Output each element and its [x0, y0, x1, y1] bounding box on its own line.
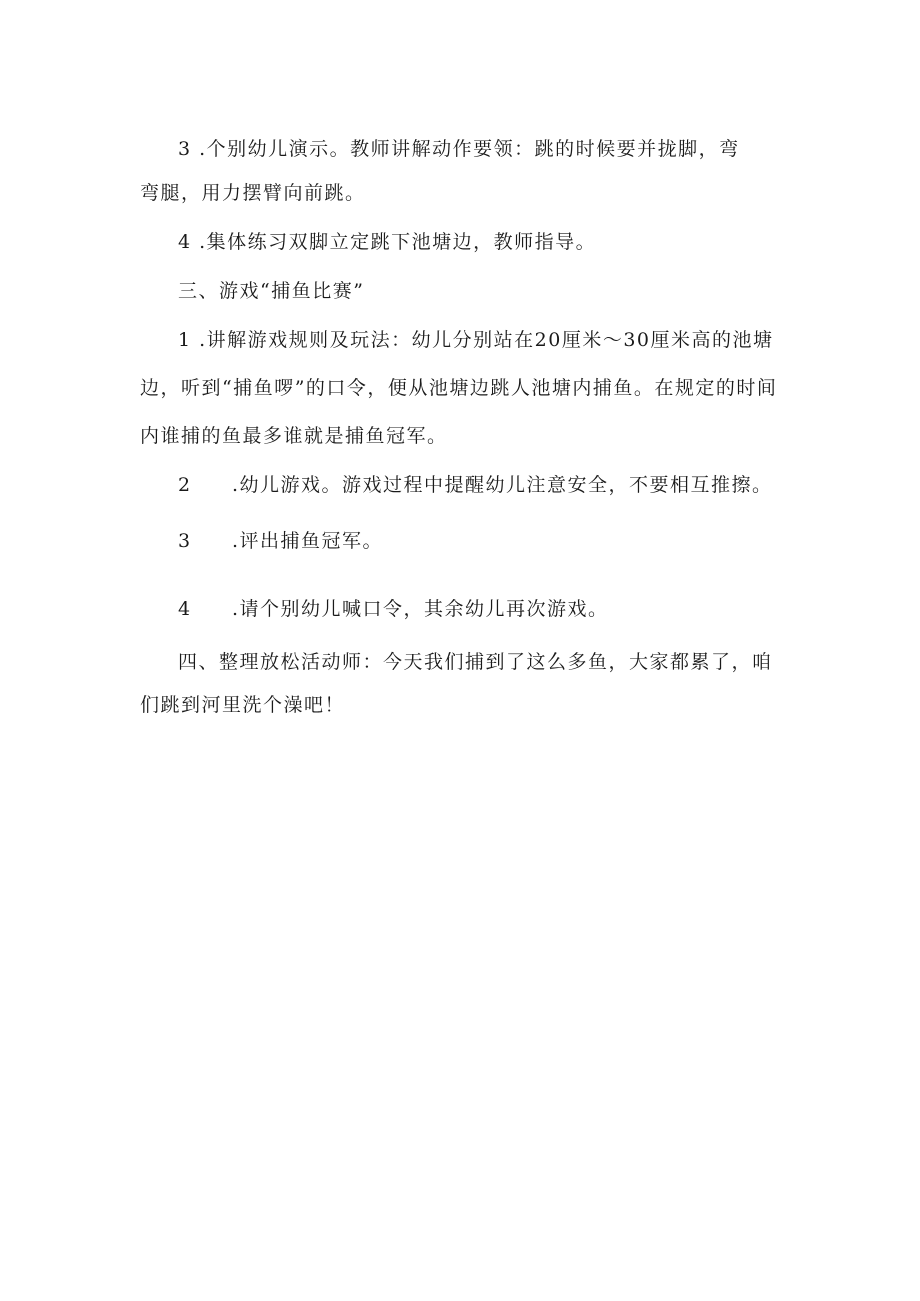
game-rule-line-2: 边，听到“捕鱼啰”的口令，便从池塘边跳人池塘内捕鱼。在规定的时间 — [140, 377, 778, 399]
game-rule-line-3: 内谁捕的鱼最多谁就是捕鱼冠军。 — [140, 425, 448, 447]
game-step-4-text: .请个别幼儿喊口令，其余幼儿再次游戏。 — [232, 598, 609, 620]
game-rule-line-1: 1 .讲解游戏规则及玩法：幼儿分别站在20厘米～30厘米高的池塘 — [178, 329, 774, 351]
game-step-2-text: .幼儿游戏。游戏过程中提醒幼儿注意安全，不要相互推擦。 — [232, 474, 773, 496]
paragraph-3-line-1: 3 .个别幼儿演示。教师讲解动作要领：跳的时候要并拢脚，弯 — [178, 138, 740, 160]
game-step-2 — [178, 473, 773, 497]
paragraph-3-line-2: 弯腿，用力摆臂向前跳。 — [140, 182, 366, 204]
paragraph-4: 4 .集体练习双脚立定跳下池塘边，教师指导。 — [178, 231, 597, 253]
game-step-4-number: 4 — [178, 598, 192, 620]
game-step-3-text: .评出捕鱼冠军。 — [232, 530, 384, 552]
section-4-line-1: 四、整理放松活动师：今天我们捕到了这么多鱼，大家都累了，咱 — [178, 651, 773, 673]
section-3-heading: 三、游戏“捕鱼比赛” — [178, 280, 365, 302]
section-4-line-2: 们跳到河里洗个澡吧！ — [140, 694, 346, 716]
game-step-2-number: 2 — [178, 474, 192, 496]
game-step-4 — [178, 597, 609, 621]
game-step-3 — [178, 529, 383, 553]
game-step-3-number: 3 — [178, 530, 192, 552]
